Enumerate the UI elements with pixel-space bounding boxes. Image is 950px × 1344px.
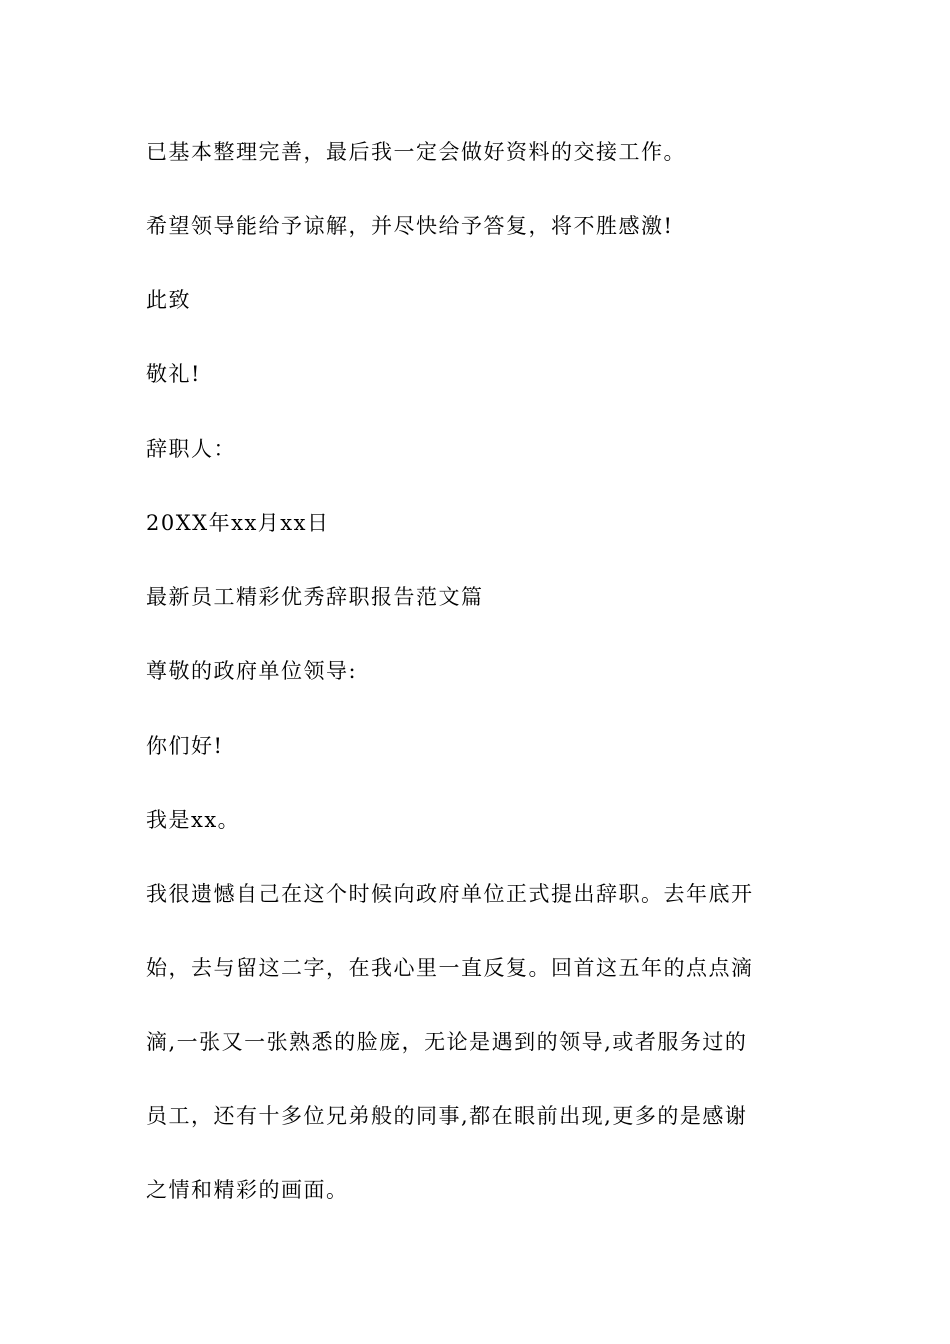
paragraph-line: 之情和精彩的画面。 <box>146 1178 349 1202</box>
text-line-closing: 此致 <box>146 288 191 312</box>
text-line-hope-reply: 希望领导能给予谅解，并尽快给予答复，将不胜感激! <box>146 214 674 238</box>
text-line-greeting: 你们好! <box>146 734 224 758</box>
body-paragraph <box>146 884 806 1254</box>
paragraph-line: 员工，还有十多位兄弟般的同事,都在眼前出现,更多的是感谢 <box>146 1104 748 1128</box>
text-line-intro: 我是xx。 <box>146 808 241 832</box>
section-title: 最新员工精彩优秀辞职报告范文篇 <box>146 585 484 609</box>
text-line-date: 20XX年xx月xx日 <box>146 511 330 535</box>
text-line-salutation: 尊敬的政府单位领导: <box>146 659 358 683</box>
paragraph-line: 始，去与留这二字，在我心里一直反复。回首这五年的点点滴 <box>146 956 754 980</box>
text-line-signer: 辞职人： <box>146 437 236 461</box>
text-line-handover: 已基本整理完善，最后我一定会做好资料的交接工作。 <box>146 140 686 164</box>
paragraph-line: 我很遗憾自己在这个时候向政府单位正式提出辞职。去年底开 <box>146 882 754 906</box>
paragraph-line: 滴,一张又一张熟悉的脸庞，无论是遇到的领导,或者服务过的 <box>146 1030 748 1054</box>
text-line-salute: 敬礼! <box>146 362 201 386</box>
